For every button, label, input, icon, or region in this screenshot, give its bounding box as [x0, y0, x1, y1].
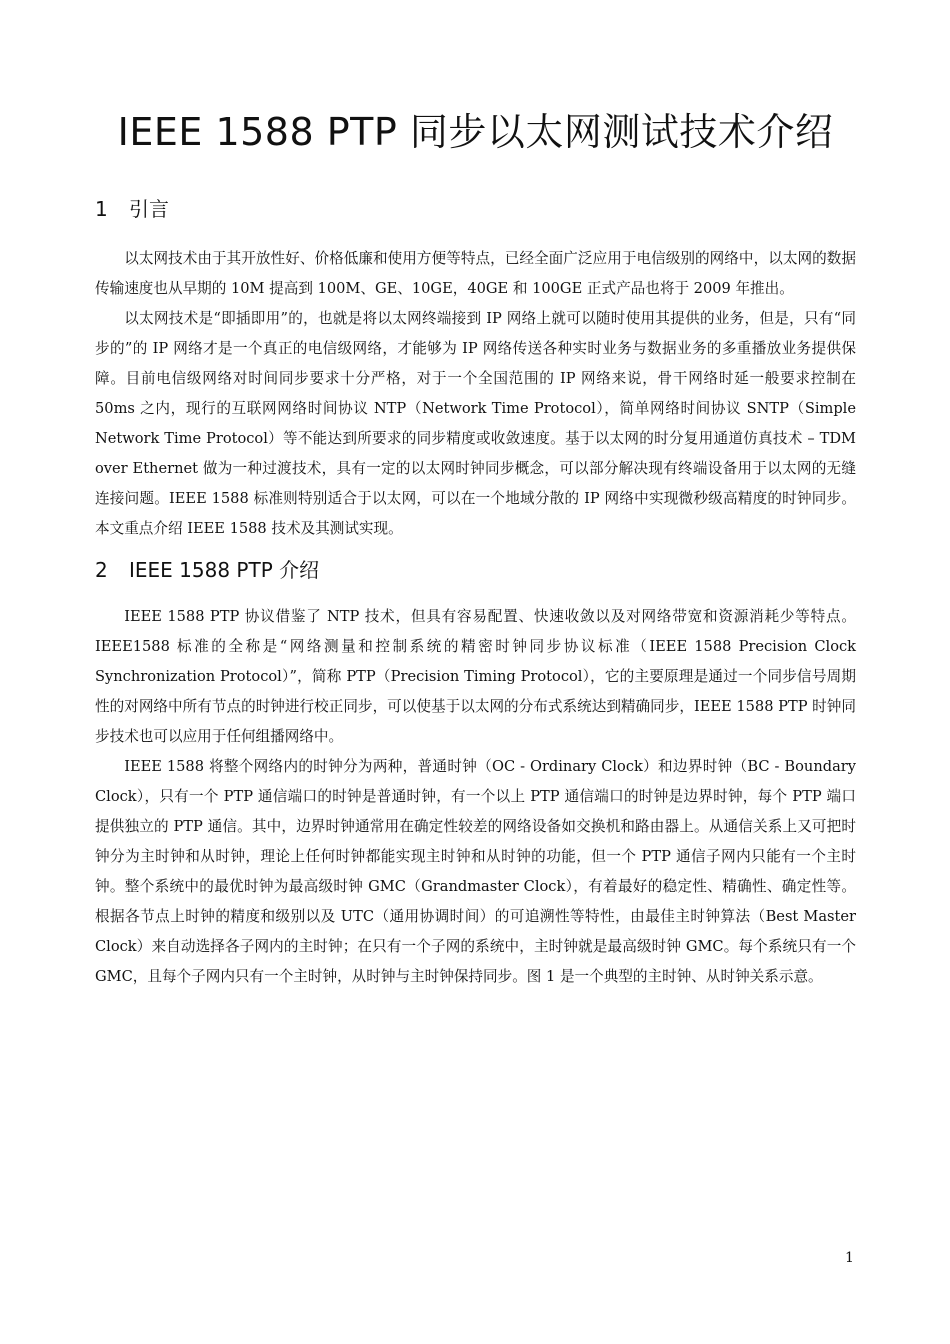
paragraph: 以太网技术是“即插即用”的，也就是将以太网终端接到 IP 网络上就可以随时使用其提供的业务，但是，只有“同步的”的 IP 网络才是一个真正的电信级网络，才能够为 IP 网络传送各种实时业务与数据业务的多重播放业务提供保障。目前电信级网络对时间同步要求十分严格，对于一个全国范围的 IP 网络来说，骨干网络时延一般要求控制在 50ms 之内，现行的互联网网络时间协议 NTP（Network Time Protocol），简单网络时间协议 SNTP（Simple Network Time Protocol）等不能达到所要求的同步精度或收敛速度。基于以太网的时分复用通道仿真技术 – TDM over Ethernet 做为一种过渡技术，具有一定的以太网时钟同步概念，可以部分解决现有终端设备用于以太网的无缝连接问题。IEEE 1588 标准则特别适合于以太网，可以在一个地域分散的 IP 网络中实现微秒级高精度的时钟同步。本文重点介绍 IEEE 1588 技术及其测试实现。: [95, 309, 856, 537]
section-number: 2: [95, 557, 108, 582]
section-heading-ptp: [95, 556, 856, 584]
document-page: [95, 110, 856, 992]
page-number: 1: [845, 1250, 854, 1266]
paragraph: IEEE 1588 将整个网络内的时钟分为两种，普通时钟（OC - Ordinary Clock）和边界时钟（BC - Boundary Clock），只有一个 PTP 通信端口的时钟是普通时钟，有一个以上 PTP 通信端口的时钟是边界时钟，每个 PTP 端口提供独立的 PTP 通信。其中，边界时钟通常用在确定性较差的网络设备如交换机和路由器上。从通信关系上又可把时钟分为主时钟和从时钟，理论上任何时钟都能实现主时钟和从时钟的功能，但一个 PTP 通信子网内只能有一个主时钟。整个系统中的最优时钟为最高级时钟 GMC（Grandmaster Clock），有着最好的稳定性、精确性、确定性等。根据各节点上时钟的精度和级别以及 UTC（通用协调时间）的可追溯性等特性，由最佳主时钟算法（Best Master Clock）来自动选择各子网内的主时钟；在只有一个子网的系统中，主时钟就是最高级时钟 GMC。每个系统只有一个 GMC，且每个子网内只有一个主时钟，从时钟与主时钟保持同步。图 1 是一个典型的主时钟、从时钟关系示意。: [95, 757, 856, 985]
section-title: IEEE 1588 PTP 介绍: [129, 557, 320, 582]
document-title: IEEE 1588 PTP 同步以太网测试技术介绍: [117, 110, 834, 154]
section-title: 引言: [129, 196, 169, 221]
section-body-ptp: [95, 602, 856, 992]
section-number: 1: [95, 196, 108, 221]
paragraph: IEEE 1588 PTP 协议借鉴了 NTP 技术，但具有容易配置、快速收敛以及对网络带宽和资源消耗少等特点。IEEE1588 标准的全称是“网络测量和控制系统的精密时钟同步协议标准（IEEE 1588 Precision Clock Synchronization Protocol）”，简称 PTP（Precision Timing Protocol），它的主要原理是通过一个同步信号周期性的对网络中所有节点的时钟进行校正同步，可以使基于以太网的分布式系统达到精确同步，IEEE 1588 PTP 时钟同步技术也可以应用于任何组播网络中。: [95, 607, 856, 745]
paragraph: 以太网技术由于其开放性好、价格低廉和使用方便等特点，已经全面广泛应用于电信级别的网络中，以太网的数据传输速度也从早期的 10M 提高到 100M、GE、10GE，40GE 和 100GE 正式产品也将于 2009 年推出。: [95, 249, 856, 297]
section-body-introduction: [95, 244, 856, 544]
section-heading-introduction: [95, 195, 856, 223]
